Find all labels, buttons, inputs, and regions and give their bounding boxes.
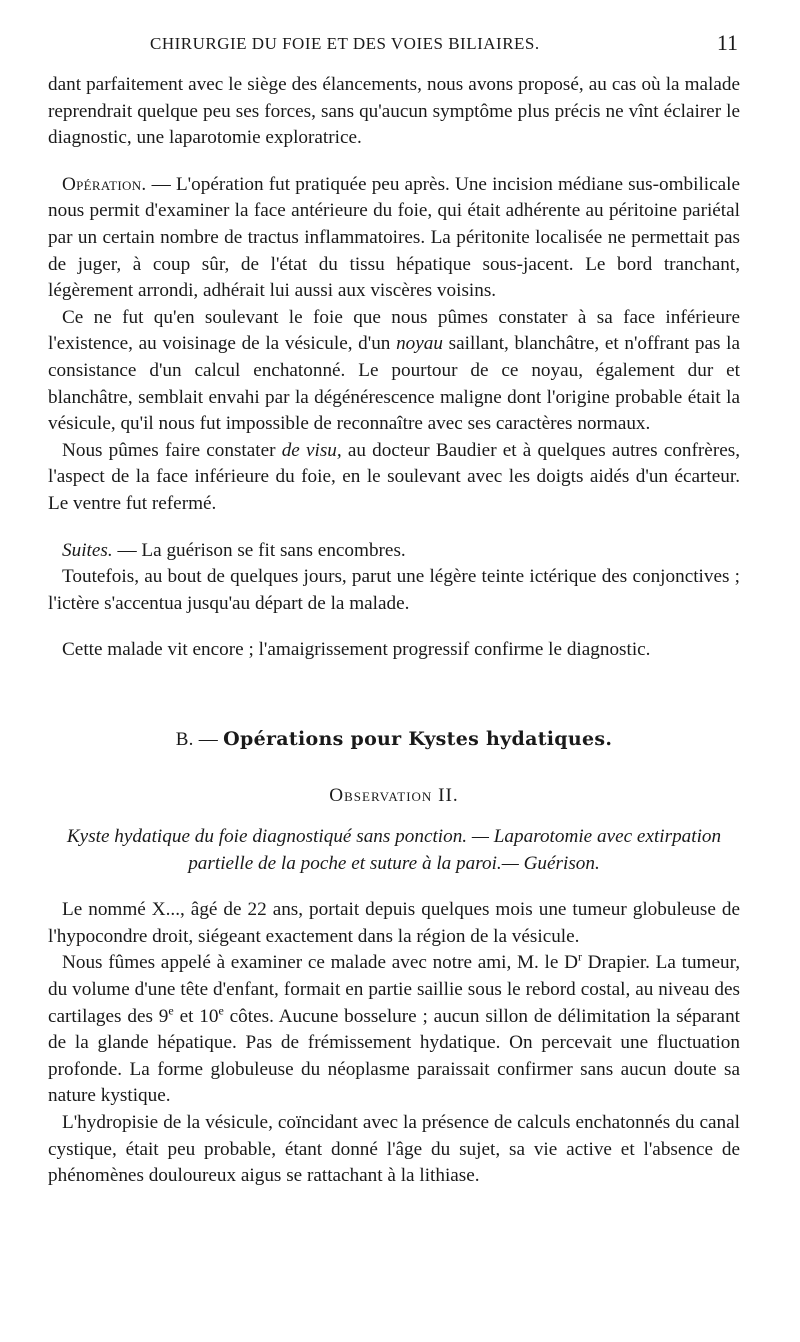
text-run: au docteur Baudier et à quelques autres confrères, l'aspect de la face inférieure du foie, en le soulevant avec les doigts aidés d'un écarteur. Le ventre fut refermé. [48, 439, 740, 514]
paragraph-hydropisie: L'hydropisie de la vésicule, coïncidant avec la présence de calculs enchatonnés du canal cystique, était peu probable, étant donné l'âge du sujet, sa vie active et l'absence de phénomènes douloureux aigus se rattachant à la lithiase. [48, 1112, 740, 1187]
running-title: CHIRURGIE DU FOIE ET DES VOIES BILIAIRES. [150, 34, 540, 53]
paragraph-icterus: Toutefois, au bout de quelques jours, parut une légère teinte ictérique des conjonctives ; l'ictère s'accentua jusqu'au départ de la malade. [48, 566, 740, 614]
paragraph-patient: Le nommé X..., âgé de 22 ans, portait depuis quelques mois une tumeur globuleuse de l'hypocondre droit, siégeant exactement dans la région de la vésicule. [48, 899, 740, 947]
observation-subtitle: Kyste hydatique du foie diagnostiqué sans ponction. — Laparotomie avec extirpation partielle de la poche et suture à la paroi.— Guérison. [66, 826, 722, 874]
suites-label: Suites. [62, 539, 113, 561]
page-number: 11 [716, 30, 738, 55]
text-run: Ce ne fut qu'en soulevant le foie que nous pûmes constater à sa face inférieure l'existence, au voisinage de la vésicule, d'un [48, 306, 740, 355]
text-run: Nous pûmes faire constater [62, 439, 282, 461]
observation-title: Observation II. [329, 785, 459, 807]
running-head [0, 30, 800, 64]
superscript: r [577, 950, 582, 965]
operation-label: Opération. [62, 173, 147, 195]
section-heading [48, 726, 740, 754]
text-run: côtes. Aucune bosselure ; aucun sillon de délimitation la séparant de la glande hépatique. Pas de frémissement hydatique. On percevait une fluctuation profonde. La forme globuleuse du néoplasme paraissait confirmer sans aucun doute sa nature kystique. [48, 1005, 740, 1107]
section-letter: B. — [175, 728, 224, 750]
superscript: e [168, 1003, 174, 1018]
section-title: Opérations pour Kystes hydatiques. [223, 727, 613, 750]
text-run: et 10 [173, 1005, 219, 1027]
text-run: saillant, blanchâtre, et n'offrant pas la consistance d'un calcul enchatonné. Le pourtour de ce noyau, également dur et blanchâtre, semblait envahi par la dégénérescence maligne dont l'origine probable était la vésicule, qu'il nous fut impossible de reconnaître avec ses caractères normaux. [48, 333, 740, 435]
text-run: Nous fûmes appelé à examiner ce malade avec notre ami, M. le D [62, 952, 578, 974]
paragraph-noyau [48, 305, 740, 438]
paragraph-suites [48, 538, 740, 565]
paragraph-operation [48, 172, 740, 305]
italic-term: de visu, [281, 439, 342, 461]
paragraph-conclusion: Cette malade vit encore ; l'amaigrissement progressif confirme le diagnostic. [62, 639, 651, 661]
operation-text: — L'opération fut pratiquée peu après. Une incision médiane sus-ombilicale nous permit d'examiner la face antérieure du foie, qui était adhérente au péritoine pariétal par un certain nombre de tractus inflammatoires. La péritonite localisée ne permettait pas de juger, à coup sûr, de l'état du tissu hépatique sous-jacent. Le bord tranchant, légèrement arrondi, adhérait lui aussi aux viscères voisins. [48, 173, 740, 302]
text-run: Drapier. La tumeur, du volume d'une tête d'enfant, formait en partie saillie sous le rebord costal, au niveau des cartilages des 9 [48, 952, 740, 1027]
paragraph-continuation: dant parfaitement avec le siège des élancements, nous avons proposé, au cas où la malade reprendrait quelque peu ses forces, sans qu'aucun symptôme plus précis ne vînt éclairer le diagnostic, une laparotomie exploratrice. [48, 74, 740, 149]
superscript: e [218, 1003, 224, 1018]
paragraph-examination [48, 950, 740, 1110]
paragraph-de-visu [48, 438, 740, 518]
italic-term: noyau [396, 333, 443, 355]
suites-text: — La guérison se fit sans encombres. [112, 539, 406, 561]
page-body [48, 72, 740, 1190]
